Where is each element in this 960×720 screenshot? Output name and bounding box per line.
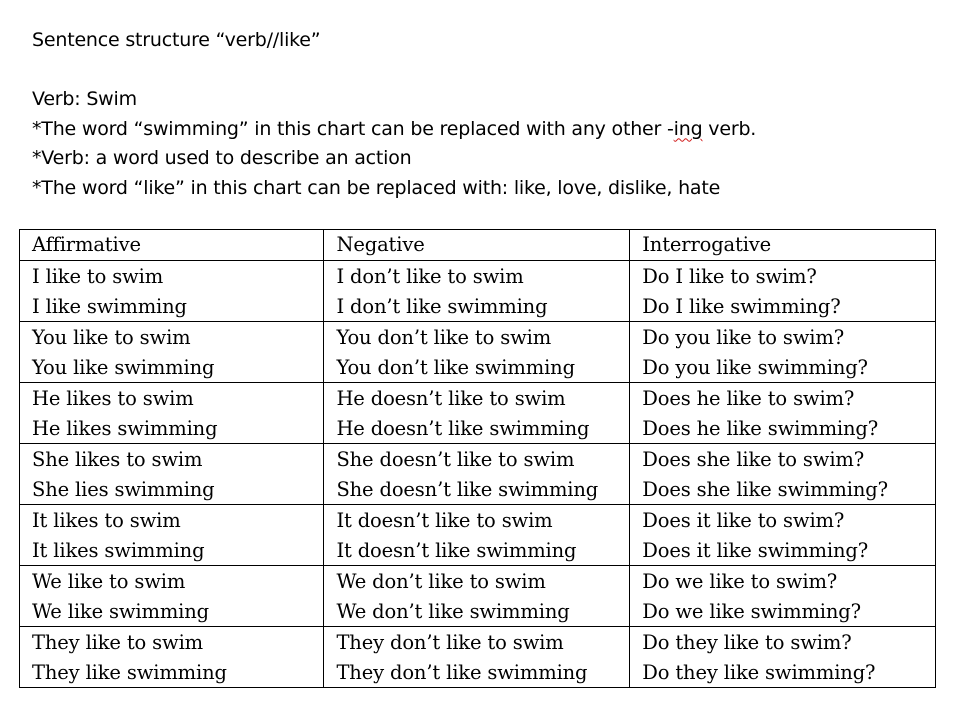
interrogative-cell: [630, 383, 936, 444]
interrogative-sentence: Does she like to swim?: [642, 448, 865, 471]
affirmative-cell: [20, 566, 324, 627]
interrogative-cell: [630, 444, 936, 505]
table-row: [20, 566, 936, 627]
negative-sentence: He doesn’t like swimming: [336, 416, 590, 440]
negative-sentence: I don’t like to swim: [336, 265, 524, 288]
affirmative-sentence: They like to swim: [32, 631, 203, 654]
negative-sentence: It doesn’t like swimming: [336, 538, 577, 562]
intro-text: [32, 26, 932, 203]
interrogative-sentence: Does he like swimming?: [642, 416, 879, 440]
interrogative-sentence: Does she like swimming?: [642, 477, 888, 501]
header-interrogative: Interrogative: [630, 230, 936, 261]
interrogative-cell: [630, 566, 936, 627]
affirmative-sentence: They like swimming: [32, 660, 227, 684]
interrogative-sentence: Do we like to swim?: [642, 570, 838, 593]
table-row: [20, 383, 936, 444]
negative-sentence: She doesn’t like swimming: [336, 477, 599, 501]
affirmative-sentence: We like swimming: [32, 599, 210, 623]
negative-sentence: She doesn’t like to swim: [336, 448, 575, 471]
affirmative-sentence: I like swimming: [32, 294, 187, 318]
affirmative-sentence: You like to swim: [32, 326, 191, 349]
verb-line: Verb: Swim: [32, 88, 137, 110]
negative-cell: [324, 261, 630, 322]
negative-cell: [324, 566, 630, 627]
spellcheck-word: ing: [673, 117, 703, 140]
note-verb-definition: *Verb: a word used to describe an action: [32, 147, 412, 169]
interrogative-sentence: Does it like to swim?: [642, 509, 845, 532]
interrogative-sentence: Do we like swimming?: [642, 599, 861, 623]
conjugation-table: [19, 229, 936, 688]
note-swimming-suffix: verb.: [702, 117, 757, 140]
header-row: [20, 230, 936, 261]
affirmative-cell: [20, 322, 324, 383]
affirmative-sentence: We like to swim: [32, 570, 186, 593]
negative-sentence: I don’t like swimming: [336, 294, 548, 318]
table-row: [20, 261, 936, 322]
negative-sentence: We don’t like to swim: [336, 570, 546, 593]
negative-cell: [324, 444, 630, 505]
interrogative-sentence: Do they like swimming?: [642, 660, 876, 684]
affirmative-sentence: It likes to swim: [32, 509, 181, 532]
interrogative-sentence: Do you like to swim?: [642, 326, 845, 349]
table-row: [20, 444, 936, 505]
affirmative-sentence: He likes to swim: [32, 387, 194, 410]
header-negative: Negative: [324, 230, 630, 261]
interrogative-sentence: Do they like to swim?: [642, 631, 852, 654]
negative-sentence: They don’t like swimming: [336, 660, 588, 684]
note-swimming-prefix: *The word “swimming” in this chart can be replaced with any other -: [32, 117, 674, 140]
affirmative-sentence: She likes to swim: [32, 448, 203, 471]
table-row: [20, 322, 936, 383]
interrogative-sentence: Do I like swimming?: [642, 294, 841, 318]
affirmative-cell: [20, 505, 324, 566]
negative-cell: [324, 322, 630, 383]
table-row: [20, 627, 936, 688]
affirmative-sentence: I like to swim: [32, 265, 164, 288]
interrogative-cell: [630, 322, 936, 383]
negative-cell: [324, 505, 630, 566]
blank-line: [32, 56, 932, 86]
affirmative-cell: [20, 627, 324, 688]
table-body: [20, 261, 936, 688]
interrogative-sentence: Do you like swimming?: [642, 355, 868, 379]
negative-sentence: We don’t like swimming: [336, 599, 570, 623]
affirmative-cell: [20, 444, 324, 505]
note-swimming: [32, 115, 932, 145]
negative-cell: [324, 383, 630, 444]
interrogative-sentence: Do I like to swim?: [642, 265, 817, 288]
interrogative-sentence: Does he like to swim?: [642, 387, 855, 410]
negative-sentence: You don’t like to swim: [336, 326, 552, 349]
affirmative-cell: [20, 383, 324, 444]
negative-sentence: He doesn’t like to swim: [336, 387, 566, 410]
heading: Sentence structure “verb//like”: [32, 29, 321, 51]
negative-cell: [324, 627, 630, 688]
affirmative-sentence: You like swimming: [32, 355, 215, 379]
interrogative-cell: [630, 261, 936, 322]
negative-sentence: They don’t like to swim: [336, 631, 564, 654]
note-like-replacements: *The word “like” in this chart can be replaced with: like, love, dislike, hate: [32, 176, 721, 199]
interrogative-cell: [630, 627, 936, 688]
negative-sentence: It doesn’t like to swim: [336, 509, 553, 532]
negative-sentence: You don’t like swimming: [336, 355, 575, 379]
affirmative-sentence: She lies swimming: [32, 477, 215, 501]
interrogative-cell: [630, 505, 936, 566]
affirmative-cell: [20, 261, 324, 322]
interrogative-sentence: Does it like swimming?: [642, 538, 869, 562]
header-affirmative: Affirmative: [20, 230, 324, 261]
affirmative-sentence: It likes swimming: [32, 538, 205, 562]
affirmative-sentence: He likes swimming: [32, 416, 218, 440]
table-row: [20, 505, 936, 566]
